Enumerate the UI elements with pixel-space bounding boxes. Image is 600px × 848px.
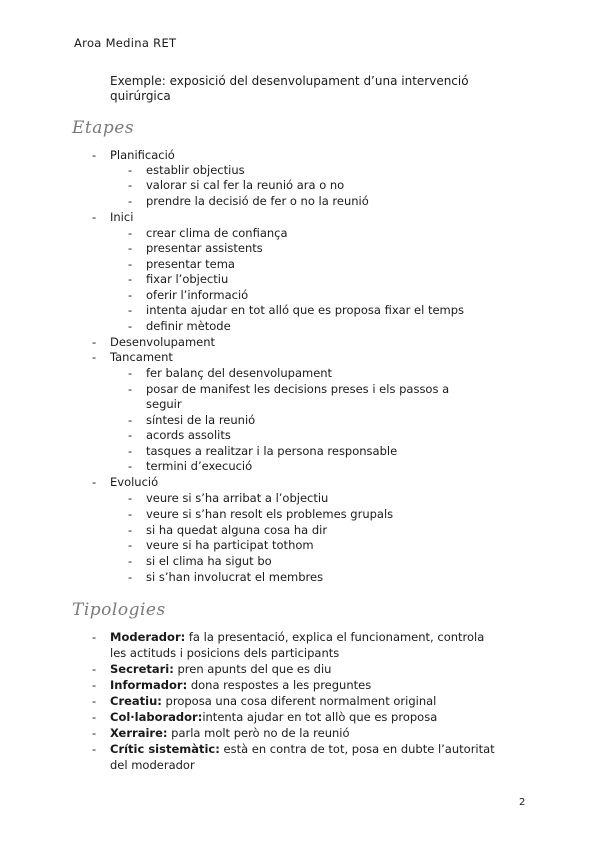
list-item: - intenta ajudar en tot alló que es proposa fixar el temps [128, 303, 465, 317]
list-item: - veure si s’han resolt els problemes grupals [128, 507, 394, 521]
tipologia-item-critic-sistematic: - Crític sistemàtic: està en contra de tot, posa en dubte l’autoritat del moderador [92, 742, 495, 772]
list-item: - termini d’execució [128, 459, 253, 473]
list-item: - presentar tema [128, 257, 235, 271]
etapes-heading: Etapes [72, 118, 135, 138]
list-item-continuation: seguir [146, 397, 182, 411]
list-item: - establir objectius [128, 163, 245, 177]
intro-text: exposició del desenvolupament d’una intervenció quirúrgica [110, 74, 469, 103]
list-item: - síntesi de la reunió [128, 413, 256, 427]
list-item: - acords assolits [128, 428, 231, 442]
etapa-item-planificacio: - Planificació [92, 148, 175, 162]
list-item: - definir mètode [128, 319, 231, 333]
list-item: - posar de manifest les decisions preses i els passos a [128, 382, 450, 396]
list-item: - presentar assistents [128, 241, 263, 255]
list-item: - crear clima de confiança [128, 226, 288, 240]
tipologia-item-informador: - Informador: dona respostes a les preguntes [92, 678, 372, 692]
tipologia-item-col-laborador: - Col·laborador:intenta ajudar en tot allò que es proposa [92, 710, 438, 724]
list-item: - veure si ha participat tothom [128, 538, 314, 552]
list-item: - si el clima ha sigut bo [128, 554, 272, 568]
tipologies-heading: Tipologies [72, 600, 166, 620]
etapa-item-inici: - Inici [92, 210, 134, 224]
etapa-item-evolucio: - Evolució [92, 475, 159, 489]
list-item: - si ha quedat alguna cosa ha dir [128, 523, 328, 537]
etapa-item-tancament: - Tancament [92, 350, 173, 364]
etapa-item-desenvolupament: - Desenvolupament [92, 335, 216, 349]
page-number: 2 [519, 797, 526, 808]
author-name: Aroa Medina RET [74, 36, 177, 50]
tipologia-item-xerraire: - Xerraire: parla molt però no de la reunió [92, 726, 350, 740]
tipologia-item-creatiu: - Creatiu: proposa una cosa diferent normalment original [92, 694, 437, 708]
list-item: - oferir l’informació [128, 288, 249, 302]
intro-paragraph [110, 74, 530, 104]
list-item: - valorar si cal fer la reunió ara o no [128, 178, 345, 192]
list-item: - fer balanç del desenvolupament [128, 366, 333, 380]
list-item: - si s’han involucrat el membres [128, 570, 324, 584]
tipologia-item-moderador: - Moderador: fa la presentació, explica el funcionament, controla les actituds i posicions dels participants [92, 630, 485, 660]
list-item: - fixar l’objectiu [128, 272, 229, 286]
list-item: - veure si s’ha arribat a l’objectiu [128, 491, 329, 505]
intro-label: Exemple: [110, 74, 166, 88]
list-item: - tasques a realitzar i la persona responsable [128, 444, 398, 458]
list-item: - prendre la decisió de fer o no la reunió [128, 194, 369, 208]
tipologia-item-secretari: - Secretari: pren apunts del que es diu [92, 662, 332, 676]
